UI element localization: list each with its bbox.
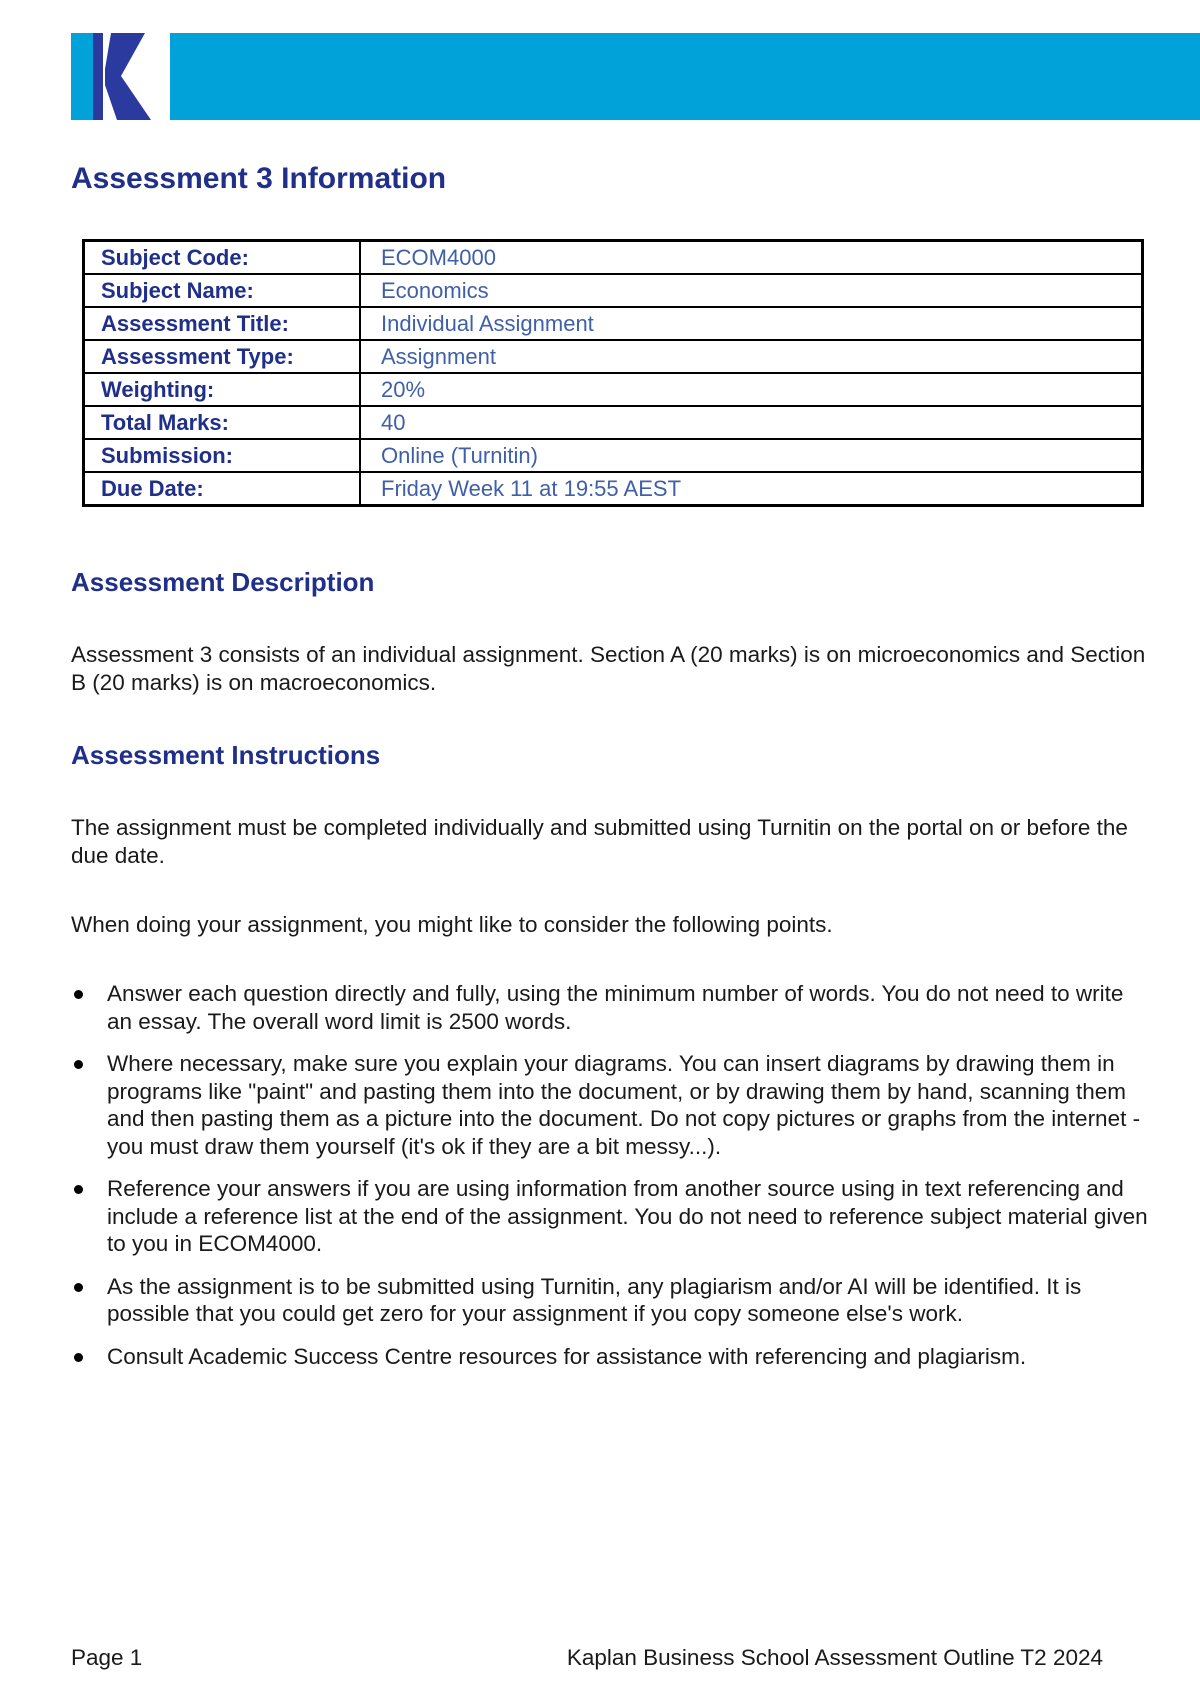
row-label: Due Date: [84,472,361,506]
instructions-intro: When doing your assignment, you might like to consider the following points. [71,912,833,937]
list-item [71,1343,1151,1371]
list-item [71,1050,1151,1160]
page-number: Page 1 [71,1645,143,1670]
bullet-icon [74,1353,83,1362]
instructions-heading: Assessment Instructions [71,740,381,770]
row-value: Friday Week 11 at 19:55 AEST [360,472,1143,506]
table-row [84,274,1143,307]
table-row [84,340,1143,373]
kaplan-k-logo-icon [71,33,157,120]
bullet-icon [74,1060,83,1069]
description-heading: Assessment Description [71,567,375,597]
header-banner [170,33,1200,120]
row-value: Online (Turnitin) [360,439,1143,472]
table-row [84,373,1143,406]
list-item-text: Where necessary, make sure you explain your diagrams. You can insert diagrams by drawing them in programs like "paint" and pasting them into the document, or by drawing them by hand, scanning them and then pasting them as a picture into the document. Do not copy pictures or graphs from the internet - you must draw them yourself (it's ok if they are a bit messy...). [107,1051,1141,1159]
table-row [84,307,1143,340]
table-row [84,472,1143,506]
row-value: 40 [360,406,1143,439]
row-value: Individual Assignment [360,307,1143,340]
assessment-info-table [82,239,1144,507]
list-item-text: As the assignment is to be submitted using Turnitin, any plagiarism and/or AI will be identified. It is possible that you could get zero for your assignment if you copy someone else's work. [107,1273,1082,1326]
row-value: Assignment [360,340,1143,373]
page-title: Assessment 3 Information [71,162,447,195]
row-label: Subject Code: [84,241,361,275]
row-value: ECOM4000 [360,241,1143,275]
list-item [71,1175,1151,1258]
row-label: Subject Name: [84,274,361,307]
list-item-text: Answer each question directly and fully, using the minimum number of words. You do not need to write an essay. The overall word limit is 2500 words. [107,981,1124,1034]
bullet-icon [74,1283,83,1292]
row-value: Economics [360,274,1143,307]
bullet-icon [74,1185,83,1194]
table-row [84,406,1143,439]
instructions-paragraph: The assignment must be completed individually and submitted using Turnitin on the portal on or before the due date. [71,815,1128,868]
table-row [84,241,1143,275]
bullet-icon [74,990,83,999]
table-row [84,439,1143,472]
list-item-text: Consult Academic Success Centre resources for assistance with referencing and plagiarism. [107,1343,1027,1369]
footer-document-title: Kaplan Business School Assessment Outline T2 2024 [566,1645,1103,1670]
row-label: Weighting: [84,373,361,406]
row-label: Total Marks: [84,406,361,439]
list-item [71,1273,1151,1328]
list-item [71,980,1151,1035]
instructions-bullet-list [71,980,1151,1385]
list-item-text: Reference your answers if you are using information from another source using in text referencing and include a reference list at the end of the assignment. You do not need to reference subject material given to you in ECOM4000. [107,1176,1148,1256]
row-label: Submission: [84,439,361,472]
row-label: Assessment Title: [84,307,361,340]
row-label: Assessment Type: [84,340,361,373]
row-value: 20% [360,373,1143,406]
description-text: Assessment 3 consists of an individual assignment. Section A (20 marks) is on microeconomics and Section B (20 marks) is on macroeconomics. [71,642,1146,695]
